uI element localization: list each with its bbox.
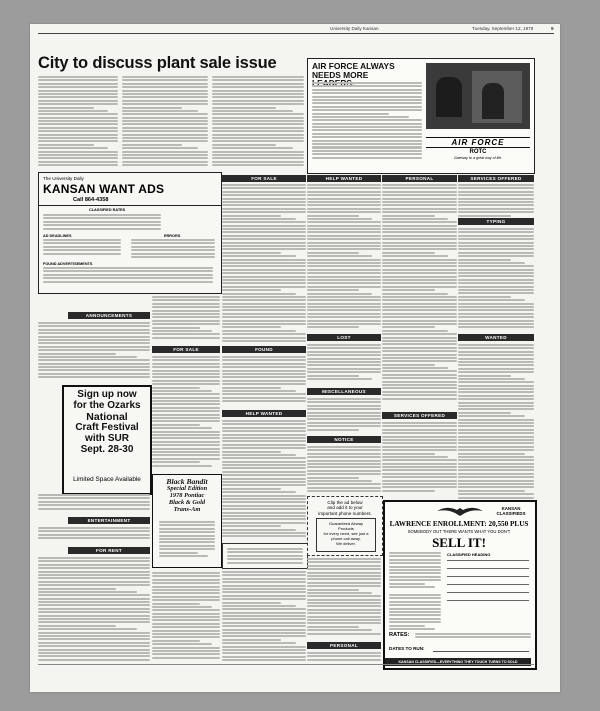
help-wanted-listings-2 — [222, 420, 306, 540]
help-wanted-listings-3 — [222, 571, 306, 663]
section-help-wanted-2: HELP WANTED — [222, 410, 306, 417]
ad-line: Sign up now — [77, 389, 137, 400]
section-for-sale-2: FOR SALE — [152, 346, 220, 353]
enrollment-headline: LAWRENCE ENROLLMENT: 20,550 PLUS — [389, 520, 529, 528]
section-for-rent: FOR RENT — [68, 547, 150, 554]
air-force-copy-2 — [312, 133, 422, 163]
section-services-offered: SERVICES OFFERED — [458, 175, 534, 182]
bandit-ad-headline — [153, 478, 221, 514]
section-found: FOUND — [222, 346, 306, 353]
boxed-help-ad — [222, 543, 308, 569]
ad-line: We deliver. — [336, 541, 356, 546]
ozarks-ad-text — [64, 390, 150, 455]
for-sale-listings — [222, 184, 306, 344]
want-ads-phone: Call 864-4358 — [73, 197, 109, 203]
services-offered-listings-3 — [458, 422, 534, 496]
ozarks-craft-festival-ad — [62, 385, 152, 495]
deadlines-title: AD DEADLINES — [43, 234, 72, 238]
found-text — [43, 267, 213, 287]
ad-line: and add it to your — [327, 505, 363, 511]
ad-line: Black & Gold — [168, 499, 206, 506]
air-force-photo — [426, 63, 530, 129]
officer-figure — [436, 77, 462, 117]
errors-title: ERRORS — [164, 234, 181, 238]
section-personal-2: PERSONAL — [307, 642, 381, 649]
services-offered-listings-2 — [382, 422, 457, 496]
section-wanted: WANTED — [458, 334, 534, 341]
article-headline: City to discuss plant sale issue — [38, 54, 277, 72]
clip-ad-text — [308, 500, 382, 516]
for-sale-listings-2 — [152, 296, 220, 342]
entertainment-listings — [38, 527, 150, 541]
black-bandit-trans-am-ad — [152, 474, 222, 568]
page-number: 9 — [551, 26, 554, 31]
section-miscellaneous: MISCELLANEOUS — [307, 388, 381, 395]
masthead-paper-name: University Daily Kansan — [330, 26, 379, 31]
article-column-2 — [122, 76, 208, 170]
section-notice: NOTICE — [307, 436, 381, 443]
rates-table — [43, 214, 161, 232]
clip-ad-inner-box — [316, 518, 376, 552]
deadlines-text — [43, 239, 121, 257]
top-rule — [38, 33, 554, 34]
air-force-ad — [307, 58, 535, 174]
miscellaneous-listings — [307, 398, 381, 432]
ad-line: 1978 Pontiac — [169, 492, 205, 500]
masthead-date: Tuesday, September 12, 1978 — [472, 26, 534, 31]
form-line[interactable] — [447, 568, 529, 569]
ad-line: for the Ozarks — [73, 399, 141, 411]
lost-listings — [307, 344, 381, 384]
section-services-offered-2: SERVICES OFFERED — [382, 412, 457, 419]
want-ads-small-header: The University Daily — [43, 176, 84, 181]
order-form-lines[interactable] — [447, 560, 529, 610]
notice-listings — [307, 446, 381, 494]
form-line[interactable] — [447, 592, 529, 593]
kansan-classifieds-enrollment-ad — [383, 500, 537, 670]
announcements-listings-2 — [38, 494, 150, 514]
boxed-help-ad-copy — [227, 548, 303, 566]
ad-line: Clip the ad below — [327, 500, 363, 505]
enrollment-subhead: SOMEBODY OUT THERE WANTS WHAT YOU DON'T — [407, 529, 511, 534]
errors-text — [131, 239, 215, 261]
form-line[interactable] — [447, 600, 529, 601]
section-personal: PERSONAL — [382, 175, 457, 182]
article-column-3 — [212, 76, 304, 170]
ad-line: phone call away. — [331, 536, 361, 541]
section-entertainment: ENTERTAINMENT — [68, 517, 150, 524]
ad-line: with SUR — [85, 432, 129, 444]
notice-listings-2 — [307, 558, 381, 638]
ad-line: Black Bandit — [166, 477, 208, 486]
for-rent-listings — [38, 557, 150, 663]
rates-label: RATES: — [389, 632, 410, 638]
classified-heading-label: CLASSIFIED HEADING — [447, 552, 491, 557]
enrollment-footer: KANSAN CLASSIFIED—EVERYTHING THEY TOUCH TURNS TO SOLD — [385, 658, 531, 666]
ad-line: Craft Festival — [75, 421, 139, 433]
article-column-1 — [38, 76, 118, 170]
air-force-tagline: Gateway to a great way of life. — [453, 156, 503, 160]
for-sale-listings-3 — [152, 356, 220, 470]
dates-to-run-label: DATES TO RUN: — [389, 646, 425, 651]
ad-line: Products — [338, 526, 354, 531]
ad-line: Sept. 28-30 — [80, 443, 134, 455]
ad-line: important phone numbers. — [318, 510, 372, 516]
enrollment-deadlines — [389, 594, 441, 632]
section-announcements: ANNOUNCEMENTS — [68, 312, 150, 319]
rates-title: CLASSIFIED RATES — [89, 208, 126, 212]
ad-line: for every need, see just a — [323, 531, 369, 536]
ad-line: Guaranteed Airway — [328, 521, 364, 526]
sell-it-heading: SELL IT! — [432, 535, 486, 550]
section-typing: TYPING — [458, 218, 534, 225]
personal-listings-2 — [307, 652, 381, 664]
form-line[interactable] — [447, 576, 529, 577]
bandit-ad-copy — [159, 521, 215, 561]
want-ads-title: KANSAN WANT ADS — [43, 182, 165, 196]
section-help-wanted: HELP WANTED — [307, 175, 381, 182]
kansan-classifieds-logo: KANSAN CLASSIFIEDS — [496, 506, 526, 516]
air-force-logo-text: AIR FORCE — [426, 137, 530, 148]
section-lost: LOST — [307, 334, 381, 341]
bottom-rule — [38, 664, 534, 665]
found-listings — [222, 356, 306, 406]
form-line[interactable] — [447, 584, 529, 585]
ozarks-ad-footer: Limited Space Available — [73, 476, 141, 483]
air-force-logo — [426, 137, 530, 160]
ad-line: National — [86, 410, 128, 423]
rotc-logo-text: ROTC — [469, 149, 487, 155]
announcements-listings — [38, 322, 150, 382]
eagle-logo-icon — [435, 504, 485, 516]
form-line[interactable] — [447, 560, 529, 561]
cadet-figure — [482, 83, 504, 119]
want-ads-divider — [39, 205, 221, 206]
clip-phone-ad — [307, 496, 383, 556]
ad-line: Special Edition — [166, 485, 208, 493]
dates-to-run-line[interactable] — [433, 651, 529, 652]
typing-listings — [458, 228, 534, 330]
personal-listings — [382, 184, 457, 404]
help-wanted-listings — [307, 184, 381, 332]
found-title: FOUND ADVERTISEMENTS — [43, 262, 93, 266]
clip-ad-inner-text — [317, 521, 375, 546]
rates-grid — [415, 633, 531, 643]
for-rent-listings-2 — [152, 572, 220, 662]
ad-line: Trans-Am — [173, 505, 201, 513]
want-ads-box — [38, 172, 222, 294]
section-for-sale: FOR SALE — [222, 175, 306, 182]
enrollment-copy — [389, 552, 441, 592]
air-force-headline: AIR FORCE ALWAYS NEEDS MORE — [312, 61, 395, 80]
services-offered-listings — [458, 184, 534, 222]
